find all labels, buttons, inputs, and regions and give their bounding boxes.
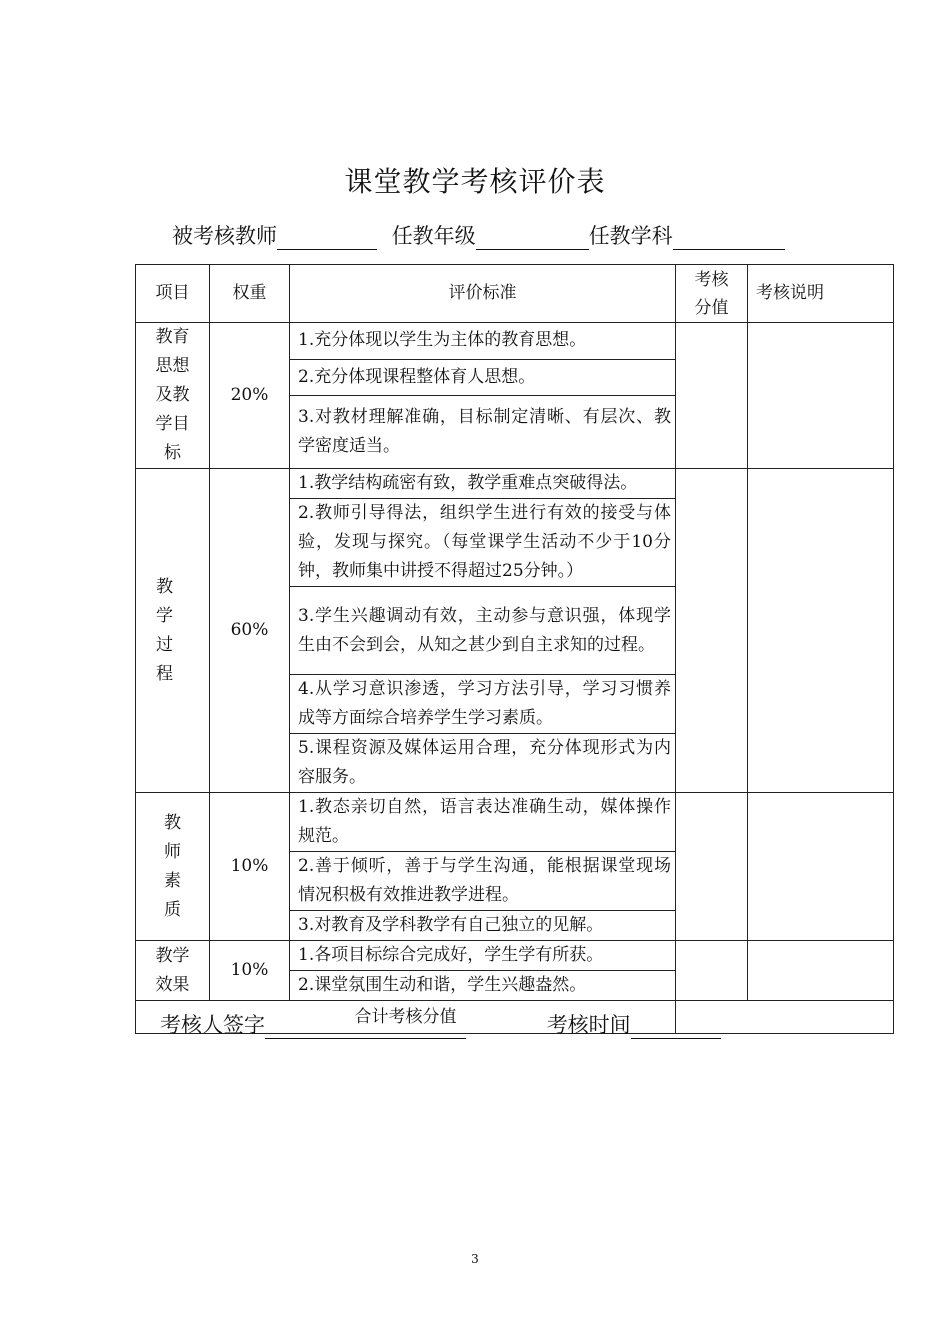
criterion-text: 3.对教材理解准确，目标制定清晰、有层次、教学密度适当。 [290,396,676,469]
criterion-text: 1.各项目标综合完成好，学生学有所获。 [290,941,676,971]
section-weight: 10% [210,793,290,941]
total-label: 合计考核分值 [136,1001,676,1034]
header-weight: 权重 [210,265,290,323]
teacher-label: 被考核教师 [172,224,277,248]
notes-cell[interactable] [748,793,894,941]
notes-cell[interactable] [748,941,894,1001]
table-row [136,793,894,852]
header-score: 考核分值 [676,265,748,323]
section-weight: 20% [210,323,290,469]
score-cell[interactable] [676,941,748,1001]
subject-blank[interactable] [673,223,785,250]
evaluation-table [135,264,894,1034]
score-cell[interactable] [676,793,748,941]
table-row [136,941,894,971]
teacher-info-line [172,220,785,250]
section-name: 教学过程 [136,469,210,793]
table-header-row [136,265,894,323]
criterion-text: 1.教学结构疏密有致，教学重难点突破得法。 [290,469,676,499]
criterion-text: 2.充分体现课程整体育人思想。 [290,359,676,396]
section-weight: 10% [210,941,290,1001]
criterion-text: 4.从学习意识渗透，学习方法引导，学习习惯养成等方面综合培养学生学习素质。 [290,675,676,734]
score-cell[interactable] [676,469,748,793]
header-item: 项目 [136,265,210,323]
time-blank[interactable] [631,1008,721,1039]
section-weight: 60% [210,469,290,793]
criterion-text: 2.课堂氛围生动和谐，学生兴趣盎然。 [290,971,676,1001]
section-name: 教育思想及教学目标 [136,323,210,469]
table-row [136,323,894,360]
grade-label: 任教年级 [391,224,476,248]
signature-line [160,1008,721,1039]
header-notes: 考核说明 [748,265,894,323]
criterion-text: 1.教态亲切自然，语言表达准确生动，媒体操作规范。 [290,793,676,852]
criterion-text: 2.善于倾听，善于与学生沟通，能根据课堂现场情况积极有效推进教学进程。 [290,852,676,911]
criterion-text: 1.充分体现以学生为主体的教育思想。 [290,323,676,360]
notes-cell[interactable] [748,469,894,793]
criterion-text: 3.对教育及学科教学有自己独立的见解。 [290,911,676,941]
section-name: 教师素质 [136,793,210,941]
subject-label: 任教学科 [588,224,673,248]
page-title: 课堂教学考核评价表 [344,165,606,198]
score-cell[interactable] [676,323,748,469]
criterion-text: 5.课程资源及媒体运用合理，充分体现形式为内容服务。 [290,734,676,793]
signer-label: 考核人签字 [160,1013,265,1037]
time-label: 考核时间 [546,1013,631,1037]
header-criteria: 评价标准 [290,265,676,323]
criterion-text: 3.学生兴趣调动有效，主动参与意识强，体现学生由不会到会，从知之甚少到自主求知的过程。 [290,587,676,675]
criterion-text: 2.教师引导得法，组织学生进行有效的接受与体验，发现与探究。（每堂课学生活动不少于10分钟，教师集中讲授不得超过25分钟。） [290,499,676,587]
notes-cell[interactable] [748,323,894,469]
teacher-blank[interactable] [277,223,377,250]
page-number: 3 [471,1252,479,1266]
section-name: 教学效果 [136,941,210,1001]
table-row [136,469,894,499]
signer-blank[interactable] [265,1008,466,1039]
grade-blank[interactable] [476,223,589,250]
